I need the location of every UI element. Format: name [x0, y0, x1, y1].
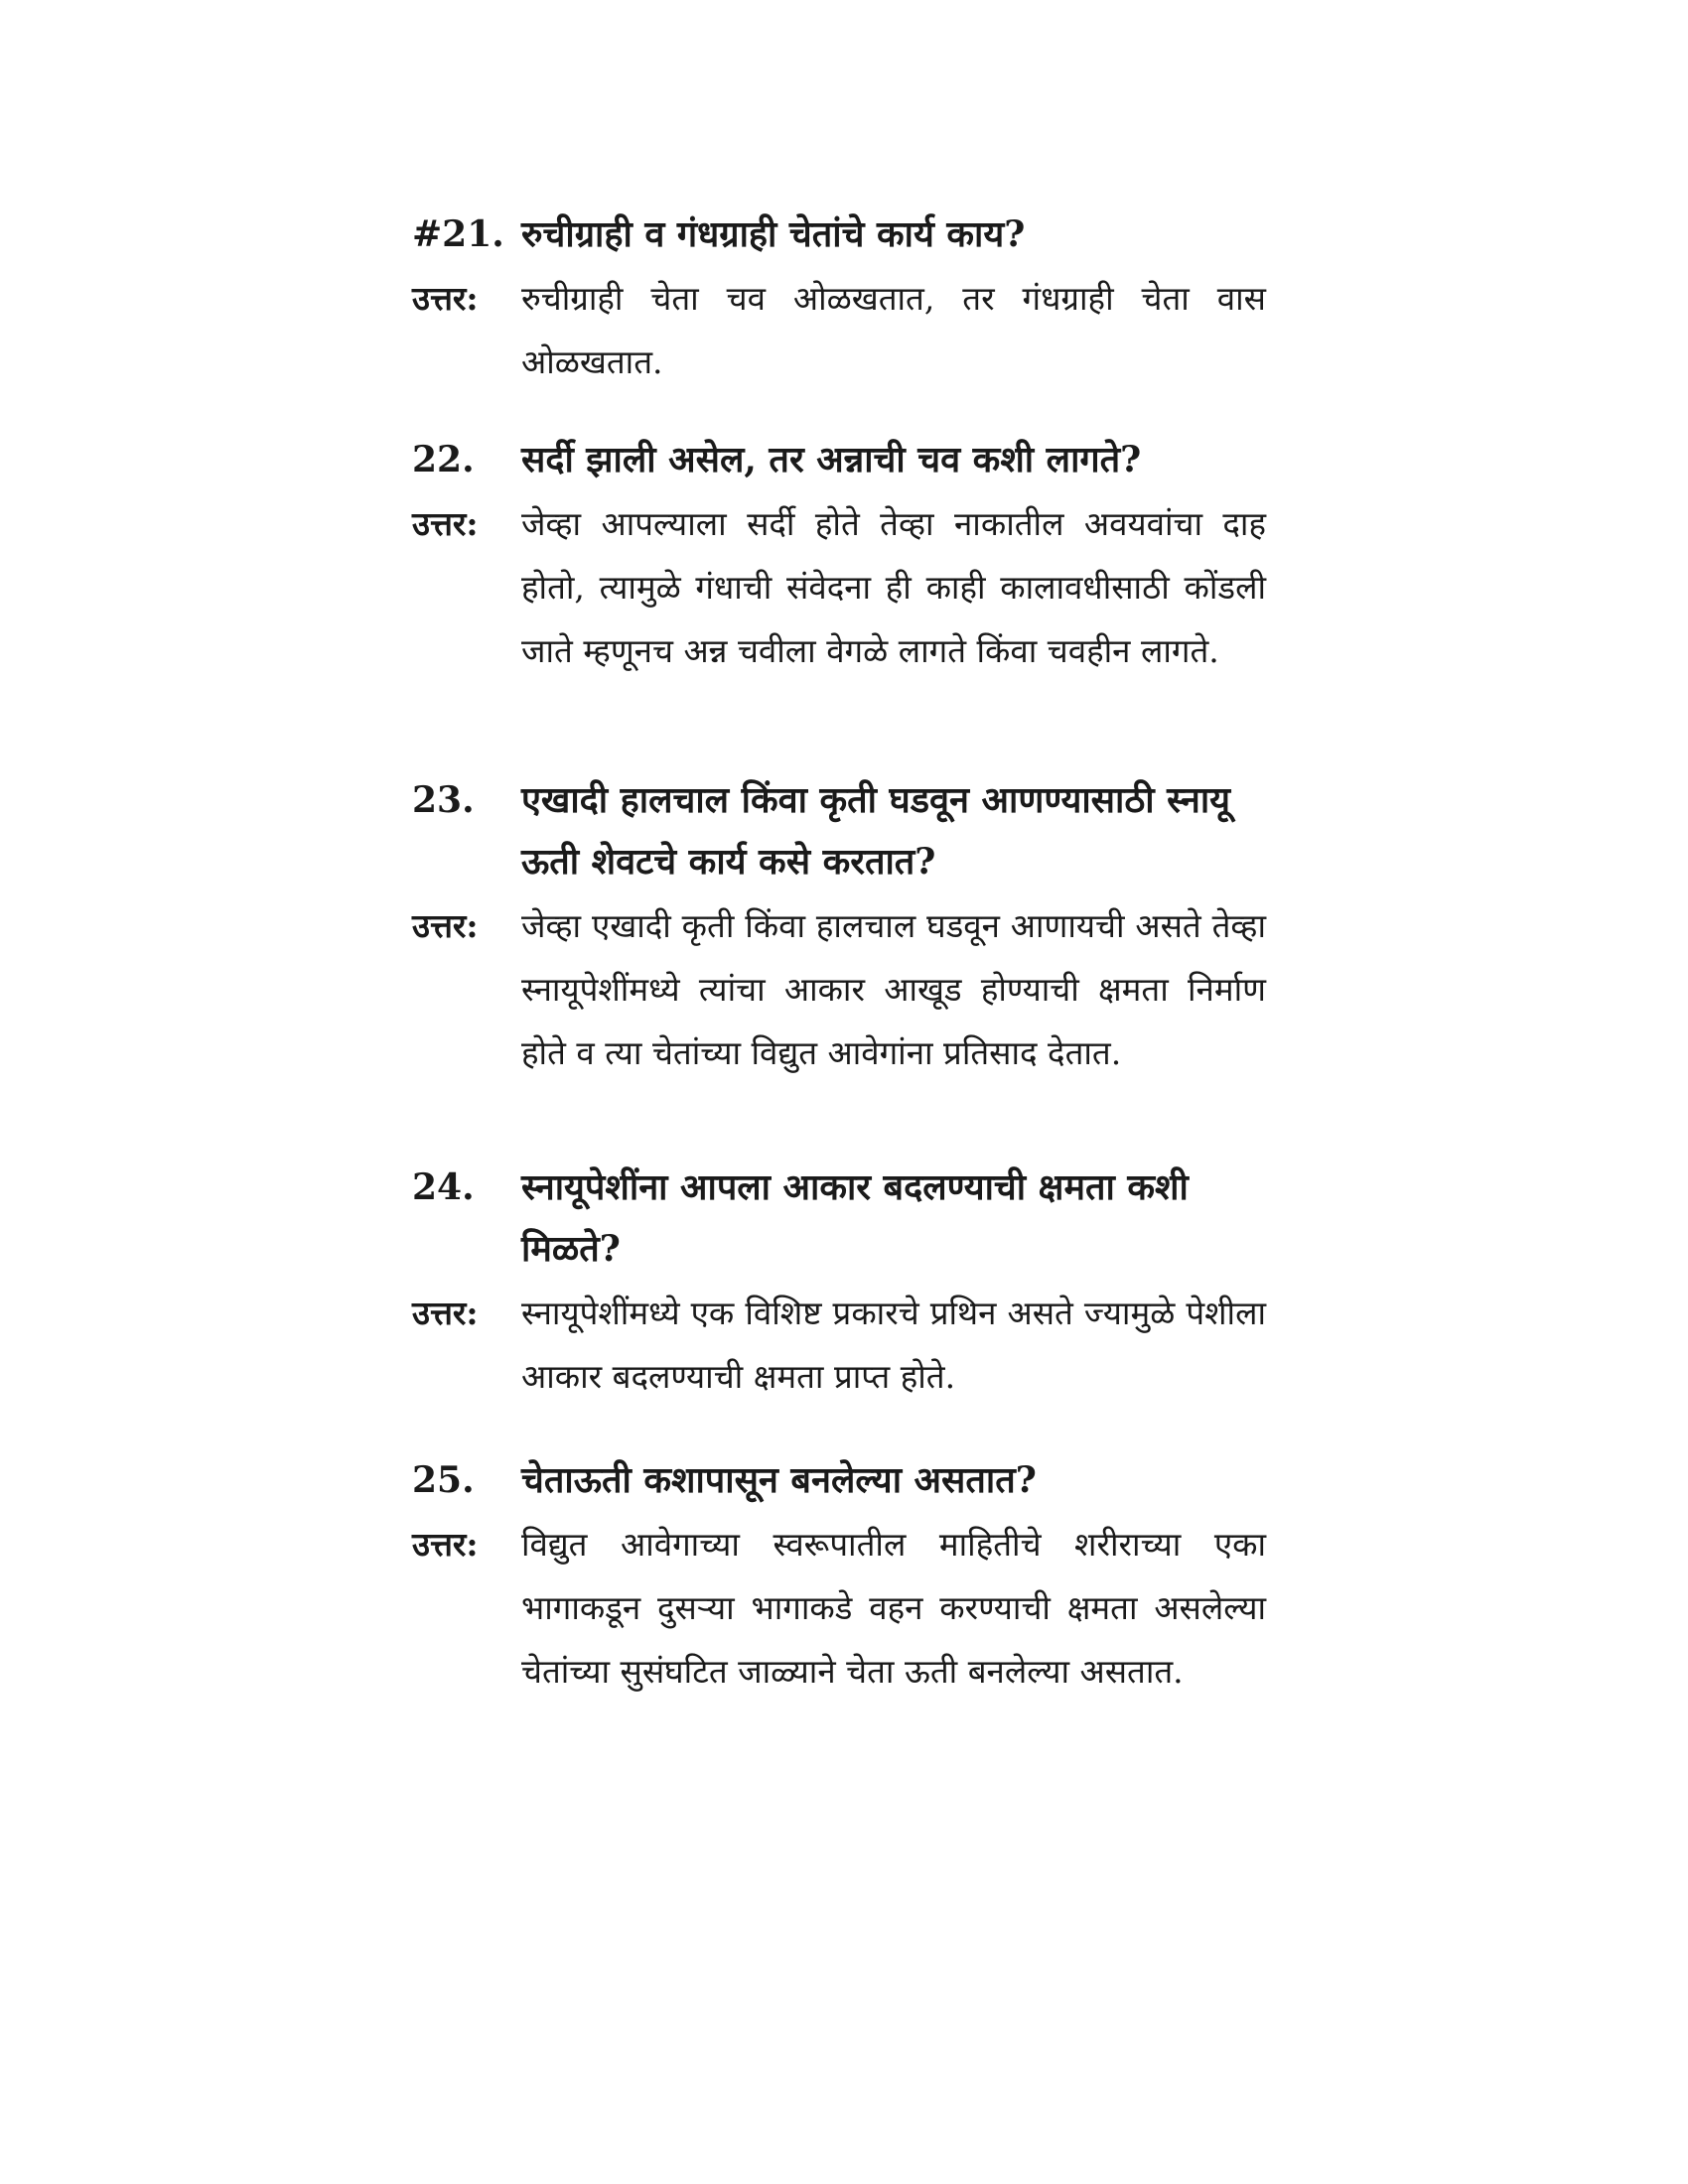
answer-text: जेव्हा आपल्याला सर्दी होते तेव्हा नाकातील अवयवांचा दाह होतो, त्यामुळे गंधाची संवेदना ही काही कालावधीसाठी कोंडली जाते म्हणूनच अन्न चवीला वेगळे लागते किंवा चवहीन लागते.	[521, 504, 1266, 670]
question-number: #21.	[412, 213, 504, 255]
question-text: सर्दी झाली असेल, तर अन्नाची चव कशी लागते?	[521, 439, 1142, 480]
question-text: चेताऊती कशापासून बनलेल्या असतात?	[521, 1459, 1037, 1501]
answer-label: उत्तर:	[412, 279, 479, 318]
qa-item-22	[412, 429, 1266, 683]
answer-text: रुचीग्राही चेता चव ओळखतात, तर गंधग्राही चेता वास ओळखतात.	[521, 279, 1266, 381]
question-row	[412, 1157, 1266, 1280]
answer-label: उत्तर:	[412, 1294, 479, 1332]
answer-text: स्नायूपेशींमध्ये एक विशिष्ट प्रकारचे प्रथिन असते ज्यामुळे पेशीला आकार बदलण्याची क्षमता प्राप्त होते.	[521, 1294, 1266, 1396]
qa-item-25	[412, 1449, 1266, 1704]
question-number: 23.	[412, 779, 475, 821]
answer-row	[412, 1513, 1266, 1704]
answer-text: विद्युत आवेगाच्या स्वरूपातील माहितीचे शरीराच्या एका भागाकडून दुसऱ्या भागाकडे वहन करण्याची क्षमता असलेल्या चेतांच्या सुसंघटित जाळ्याने चेता ऊती बनलेल्या असतात.	[521, 1525, 1266, 1691]
answer-row	[412, 894, 1266, 1085]
question-text: स्नायूपेशींना आपला आकार बदलण्याची क्षमता कशी मिळते?	[521, 1166, 1189, 1270]
answer-label: उत्तर:	[412, 1525, 479, 1564]
qa-item-24	[412, 1157, 1266, 1409]
question-row	[412, 1449, 1266, 1511]
question-row	[412, 769, 1266, 892]
question-number: 22.	[412, 439, 475, 480]
question-number: 25.	[412, 1459, 475, 1501]
answer-label: उत्तर:	[412, 906, 479, 945]
question-number: 24.	[412, 1166, 475, 1208]
question-text: रुचीग्राही व गंधग्राही चेतांचे कार्य काय?	[521, 213, 1026, 255]
qa-item-23	[412, 769, 1266, 1085]
answer-label: उत्तर:	[412, 504, 479, 543]
answer-row	[412, 267, 1266, 394]
question-row	[412, 204, 1266, 265]
answer-text: जेव्हा एखादी कृती किंवा हालचाल घडवून आणायची असते तेव्हा स्नायूपेशींमध्ये त्यांचा आकार आखूड होण्याची क्षमता निर्माण होते व त्या चेतांच्या विद्युत आवेगांना प्रतिसाद देतात.	[521, 906, 1266, 1072]
question-row	[412, 429, 1266, 490]
question-text: एखादी हालचाल किंवा कृती घडवून आणण्यासाठी स्नायू ऊती शेवटचे कार्य कसे करतात?	[521, 779, 1231, 883]
answer-row	[412, 1282, 1266, 1409]
answer-row	[412, 492, 1266, 683]
qa-item-21	[412, 204, 1266, 394]
